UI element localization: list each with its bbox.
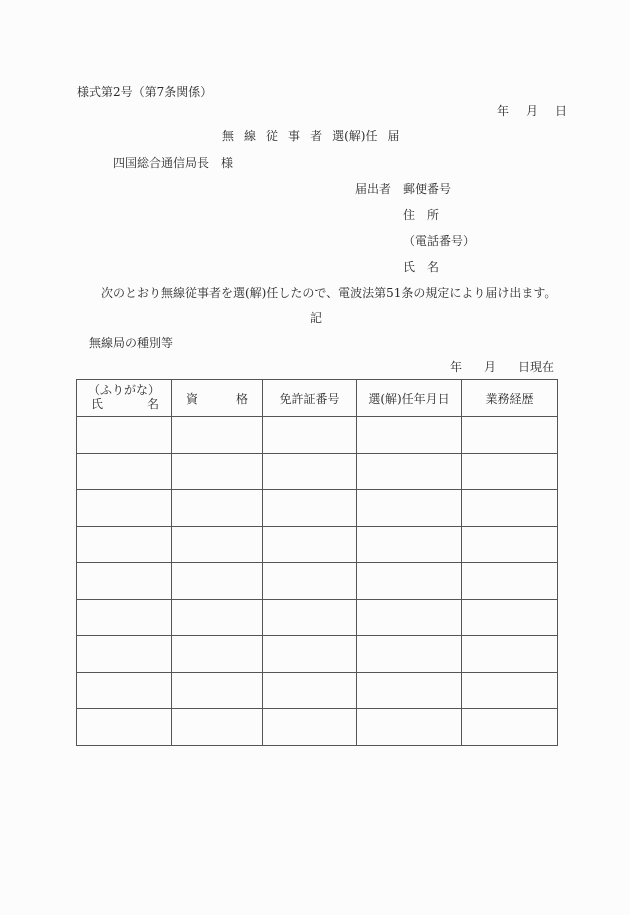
cell-work-history[interactable] [462, 417, 558, 454]
cell-appointment-date[interactable] [357, 526, 462, 563]
cell-appointment-date[interactable] [357, 490, 462, 527]
phone-field: （電話番号） [403, 234, 476, 248]
table-row [77, 453, 558, 490]
date-year: 年 [497, 104, 510, 118]
cell-license-number[interactable] [263, 490, 357, 527]
cell-work-history[interactable] [462, 636, 558, 673]
cell-name[interactable] [77, 636, 172, 673]
header-appointment-date: 選(解)任年月日 [357, 380, 462, 417]
cell-work-history[interactable] [462, 672, 558, 709]
cell-qualification[interactable] [172, 453, 263, 490]
ki-heading: 記 [310, 311, 323, 325]
cell-qualification[interactable] [172, 490, 263, 527]
header-name [77, 380, 172, 417]
cell-qualification[interactable] [172, 599, 263, 636]
title-char: 事 [288, 129, 301, 143]
cell-appointment-date[interactable] [357, 672, 462, 709]
cell-appointment-date[interactable] [357, 563, 462, 600]
table-row [77, 526, 558, 563]
title-char: 従 [266, 129, 279, 143]
header-shi: 氏 [91, 397, 104, 411]
cell-license-number[interactable] [263, 672, 357, 709]
body-text: 次のとおり無線従事者を選(解)任したので、電波法第51条の規定により届け出ます。 [101, 286, 557, 300]
cell-work-history[interactable] [462, 709, 558, 746]
table-row [77, 636, 558, 673]
cell-name[interactable] [77, 490, 172, 527]
page-title [222, 130, 409, 142]
cell-work-history[interactable] [462, 490, 558, 527]
cell-license-number[interactable] [263, 526, 357, 563]
cell-qualification[interactable] [172, 709, 263, 746]
table-row [77, 417, 558, 454]
header-qualification [172, 380, 263, 417]
postal-code-field: 郵便番号 [403, 182, 452, 196]
table-row [77, 563, 558, 600]
address-field: 住 所 [403, 208, 440, 222]
cell-name[interactable] [77, 526, 172, 563]
as-of-month: 月 [484, 360, 497, 374]
header-qualification-b: 格 [235, 391, 248, 406]
addressee: 四国総合通信局長 様 [113, 156, 234, 170]
cell-appointment-date[interactable] [357, 636, 462, 673]
station-type-label: 無線局の種別等 [89, 336, 174, 350]
table-row [77, 709, 558, 746]
table-header-row [77, 380, 558, 417]
name-field: 氏 名 [403, 260, 440, 274]
cell-qualification[interactable] [172, 526, 263, 563]
cell-work-history[interactable] [462, 526, 558, 563]
cell-name[interactable] [77, 453, 172, 490]
cell-license-number[interactable] [263, 636, 357, 673]
cell-name[interactable] [77, 417, 172, 454]
date-month: 月 [526, 104, 539, 118]
cell-work-history[interactable] [462, 453, 558, 490]
cell-name[interactable] [77, 672, 172, 709]
as-of-date [450, 361, 554, 373]
header-mei: 名 [146, 397, 159, 411]
title-char: 者 [310, 129, 323, 143]
title-char: 選(解)任 [332, 129, 378, 143]
cell-license-number[interactable] [263, 453, 357, 490]
cell-name[interactable] [77, 563, 172, 600]
cell-qualification[interactable] [172, 672, 263, 709]
cell-license-number[interactable] [263, 599, 357, 636]
cell-appointment-date[interactable] [357, 453, 462, 490]
table-row [77, 672, 558, 709]
table-row [77, 599, 558, 636]
appointment-table [76, 379, 558, 746]
as-of-year: 年 [450, 360, 463, 374]
as-of-day: 日現在 [518, 360, 555, 374]
cell-license-number[interactable] [263, 417, 357, 454]
cell-work-history[interactable] [462, 599, 558, 636]
table-row [77, 490, 558, 527]
cell-qualification[interactable] [172, 563, 263, 600]
title-char: 届 [387, 129, 400, 143]
cell-appointment-date[interactable] [357, 709, 462, 746]
header-furigana: （ふりがな） [87, 383, 160, 398]
title-char: 線 [244, 129, 257, 143]
applicant-label: 届出者 [355, 182, 392, 196]
date-day: 日 [555, 104, 568, 118]
cell-appointment-date[interactable] [357, 417, 462, 454]
cell-license-number[interactable] [263, 709, 357, 746]
cell-appointment-date[interactable] [357, 599, 462, 636]
form-id: 様式第2号（第7条関係） [77, 85, 213, 99]
title-char: 無 [222, 129, 235, 143]
submission-date [497, 105, 567, 117]
cell-qualification[interactable] [172, 636, 263, 673]
header-work-history: 業務経歴 [462, 380, 558, 417]
header-license-number: 免許証番号 [263, 380, 357, 417]
cell-qualification[interactable] [172, 417, 263, 454]
cell-name[interactable] [77, 709, 172, 746]
cell-license-number[interactable] [263, 563, 357, 600]
cell-work-history[interactable] [462, 563, 558, 600]
cell-name[interactable] [77, 599, 172, 636]
header-qualification-a: 資 [186, 391, 199, 406]
